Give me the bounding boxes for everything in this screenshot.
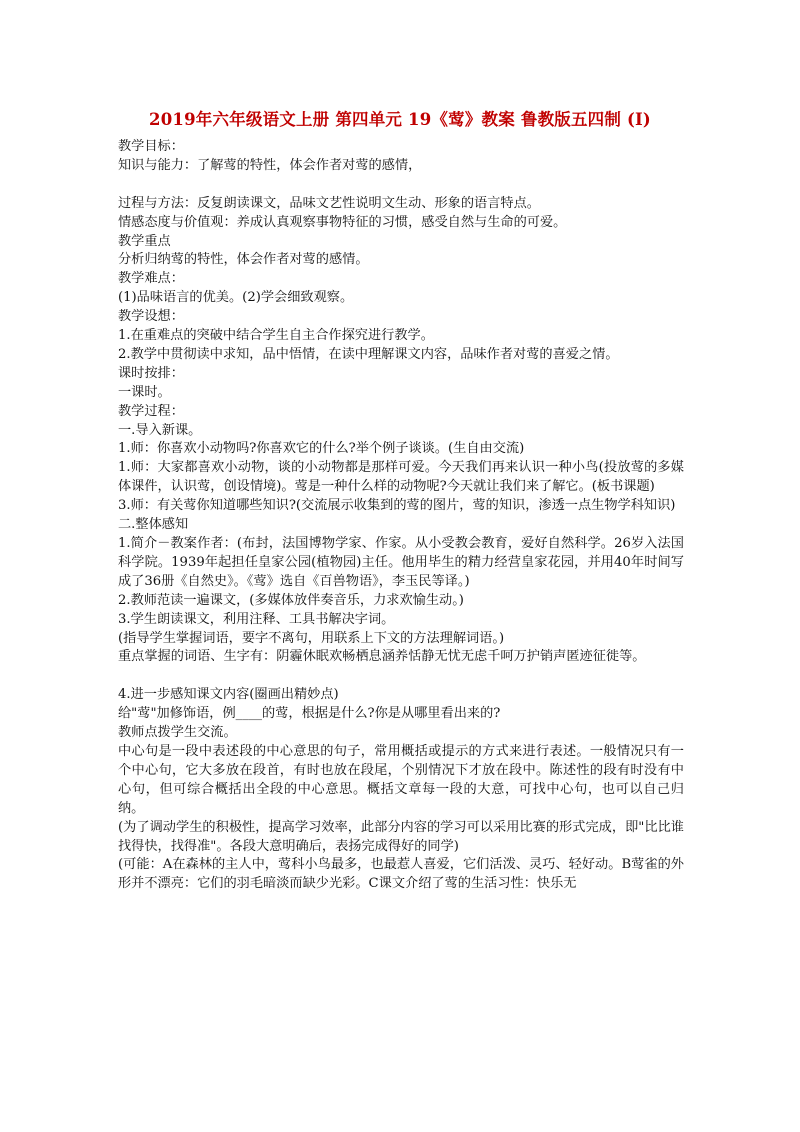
paragraph: 给"莺"加修饰语，例____的莺，根据是什么?你是从哪里看出来的? [118,706,501,722]
paragraph: 知识与能力：了解莺的特性，体会作者对莺的感情， [118,157,422,173]
paragraph: 一.导入新课。 [118,422,202,438]
paragraph: 课时按排： [118,365,184,381]
paragraph: 3.师：有关莺你知道哪些知识?(交流展示收集到的莺的图片，莺的知识，渗透一点生物学科知识) [118,498,676,514]
paragraph: 分析归纳莺的特性，体会作者对莺的感情。 [118,252,369,268]
blank-line [118,667,684,686]
paragraph: 3.学生朗读课文，利用注释、工具书解决字词。 [118,611,395,627]
paragraph: 1.简介－教案作者：(布封，法国博物学家、作家。从小受教会教育，爱好自然科学。26岁入法国科学院。1939年起担任皇家公园(植物园)主任。他用毕生的精力经营皇家花园，并用40年时间写成了36册《自然史》。《莺》选自《百兽物语》，李玉民等译。) [118,536,684,589]
document-title: 2019年六年级语文上册 第四单元 19《莺》教案 鲁教版五四制 (I) [149,110,651,129]
paragraph: 教学过程： [118,403,184,419]
document-body [118,138,684,894]
paragraph: 教师点拨学生交流。 [118,725,237,741]
paragraph: 过程与方法：反复朗读课文，品味文艺性说明文生动、形象的语言特点。 [118,195,540,211]
paragraph: 教学目标： [118,139,184,154]
paragraph: 1.在重难点的突破中结合学生自主合作探究进行教学。 [118,328,434,344]
paragraph: 1.师：你喜欢小动物吗?你喜欢它的什么?举个例子谈谈。(生自由交流) [118,441,525,457]
paragraph: (1)品味语言的优美。(2)学会细致观察。 [118,290,354,306]
paragraph: (可能：A在森林的主人中，莺科小鸟最多，也最惹人喜爱，它们活泼、灵巧、轻好动。B莺雀的外形并不漂亮：它们的羽毛暗淡而缺少光彩。C课文介绍了莺的生活习性：快乐无 [118,857,684,892]
paragraph: 1.师：大家都喜欢小动物，谈的小动物都是那样可爱。今天我们再来认识一种小鸟(投放莺的多媒体课件，认识莺，创设情境)。莺是一种什么样的动物呢?今天就让我们来了解它。(板书课题) [118,460,684,495]
paragraph: 2.教学中贯彻读中求知，品中悟情，在读中理解课文内容，品味作者对莺的喜爱之情。 [118,346,619,362]
paragraph: 一课时。 [118,384,171,400]
paragraph: 二.整体感知 [118,517,189,533]
paragraph: 中心句是一段中表述段的中心意思的句子，常用概括或提示的方式来进行表述。一般情况只有一个中心句，它大多放在段首，有时也放在段尾，个别情况下才放在段中。陈述性的段有时没有中心句，但可综合概括出全段的中心意思。概括文章每一段的大意，可找中心句，也可以自己归纳。 [118,743,684,816]
paragraph: 4.进一步感知课文内容(圈画出精妙点) [118,687,339,703]
paragraph: 教学设想： [118,309,184,325]
paragraph: (为了调动学生的积极性，提高学习效率，此部分内容的学习可以采用比赛的形式完成，即"比比谁找得快，找得准"。各段大意明确后，表扬完成得好的同学) [118,819,684,854]
paragraph: (指导学生掌握词语，要字不离句，用联系上下文的方法理解词语。) [118,630,505,646]
paragraph: 教学重点 [118,233,171,249]
paragraph: 情感态度与价值观：养成认真观察事物特征的习惯，感受自然与生命的可爱。 [118,214,567,230]
paragraph: 2.教师范读一遍课文，(多媒体放伴奏音乐，力求欢愉生动。) [118,592,464,608]
blank-line [118,176,684,195]
paragraph: 重点掌握的词语、生字有：阴霾休眠欢畅栖息涵养恬静无忧无虑千呵万护销声匿迹征徙等。 [118,649,646,665]
paragraph: 教学难点： [118,271,184,287]
